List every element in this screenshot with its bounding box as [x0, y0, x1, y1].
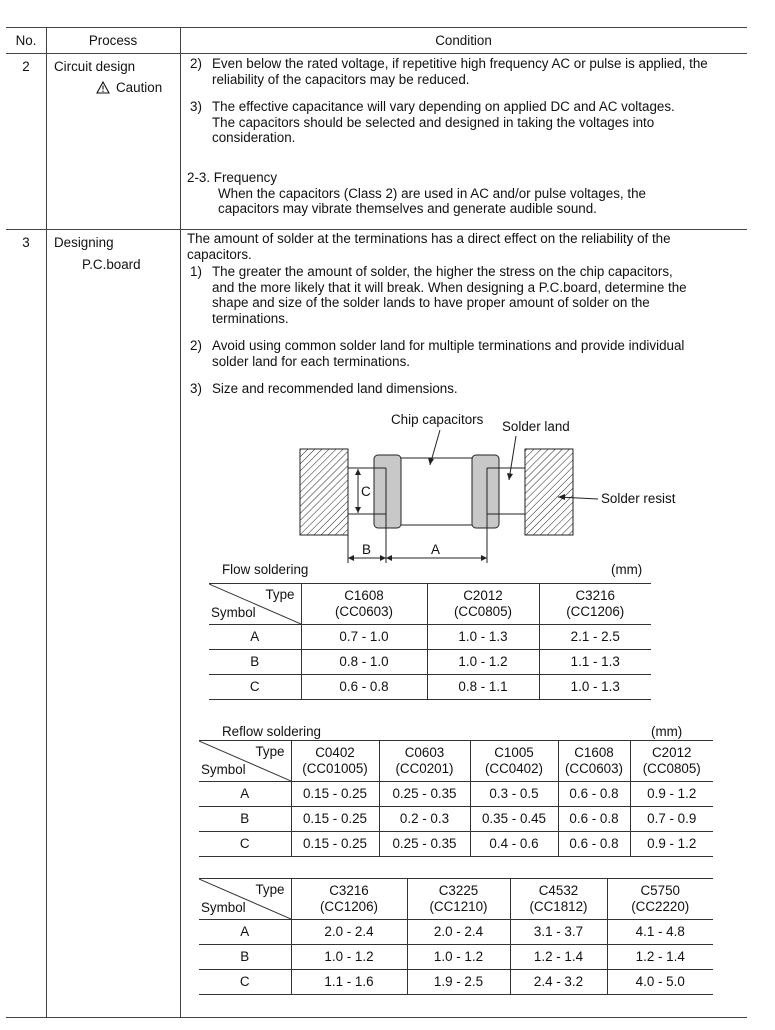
type-label: Type [255, 744, 285, 759]
table-cell: 0.9 - 1.2 [630, 832, 713, 857]
item-text-line: and the more likely that it will break. When designing a P.C.board, determine the [212, 279, 687, 295]
item-text-line: The capacitors should be selected and designed in taking the voltages into [212, 114, 655, 130]
table-cell: 4.0 - 5.0 [607, 970, 713, 995]
table-cell: 0.9 - 1.2 [630, 782, 713, 807]
solder-resist-left [300, 449, 348, 535]
row-symbol: C [199, 970, 291, 995]
symbol-label: Symbol [211, 605, 256, 620]
frequency-text-line: When the capacitors (Class 2) are used in AC and/or pulse voltages, the [218, 185, 646, 201]
row-symbol: A [199, 782, 291, 807]
chip-capacitors-label: Chip capacitors [391, 412, 484, 427]
chip-termination-left [374, 455, 401, 528]
table-cell: 2.0 - 2.4 [407, 920, 510, 945]
intro-text-line: The amount of solder at the terminations has a direct effect on the reliability of the [187, 231, 671, 246]
table-row [209, 625, 651, 650]
table-cell: 1.2 - 1.4 [607, 945, 713, 970]
symbol-label: Symbol [201, 900, 246, 915]
item-number: 1) [190, 264, 202, 279]
table-cell: 0.15 - 0.25 [291, 832, 379, 857]
row-symbol: C [209, 675, 301, 700]
item-number: 3) [190, 381, 202, 396]
table-cell: 1.2 - 1.4 [510, 945, 607, 970]
column-header: C0402 (CC01005) [291, 741, 379, 782]
item-text-line: shape and size of the solder lands to have proper amount of solder on the [212, 295, 650, 310]
section3-number: 3 [22, 235, 30, 250]
column-header: C5750 (CC2220) [607, 879, 713, 920]
table-cell: 0.35 - 0.45 [470, 807, 558, 832]
table-cell: 0.8 - 1.0 [301, 650, 427, 675]
dimension-b-label: B [362, 542, 371, 557]
column-header: C3225 (CC1210) [407, 879, 510, 920]
table-cell: 0.7 - 1.0 [301, 625, 427, 650]
row-symbol: B [209, 650, 301, 675]
table-row [199, 832, 713, 857]
table-cell: 4.1 - 4.8 [607, 920, 713, 945]
frequency-title: 2-3. Frequency [187, 170, 278, 185]
solder-land-label: Solder land [502, 419, 570, 434]
table-row [209, 650, 651, 675]
column-header: C4532 (CC1812) [510, 879, 607, 920]
reflow-soldering-table-1 [199, 740, 713, 857]
table-cell: 1.0 - 1.2 [427, 650, 539, 675]
row-symbol: B [199, 807, 291, 832]
solder-resist-right [525, 449, 573, 535]
table-cell: 0.15 - 0.25 [291, 807, 379, 832]
table-cell: 0.15 - 0.25 [291, 782, 379, 807]
table-cell: 2.0 - 2.4 [291, 920, 407, 945]
item-text-line: Size and recommended land dimensions. [212, 381, 458, 396]
header-no: No. [15, 33, 37, 48]
row-symbol: C [199, 832, 291, 857]
table-cell: 0.25 - 0.35 [379, 832, 470, 857]
table-cell: 1.1 - 1.6 [291, 970, 407, 995]
item-text-line: The effective capacitance will vary depending on applied DC and AC voltages. [212, 99, 675, 114]
section2-process: Circuit design [54, 59, 136, 74]
item-text-line: consideration. [212, 130, 296, 145]
section3-process-line1: Designing [54, 235, 114, 250]
reflow-soldering-title: Reflow soldering [222, 724, 321, 739]
dimension-c-label: C [361, 484, 371, 499]
table-row [199, 807, 713, 832]
item-text-line: Avoid using common solder land for multiple terminations and provide individual [212, 338, 685, 353]
item-text-line: terminations. [212, 310, 289, 326]
table-row [209, 675, 651, 700]
flow-soldering-unit: (mm) [611, 562, 643, 577]
column-header: C1005 (CC0402) [470, 741, 558, 782]
table-cell: 0.6 - 0.8 [301, 675, 427, 700]
section2-number: 2 [22, 59, 30, 74]
column-header: C1608 (CC0603) [301, 584, 427, 625]
item-text-line: Even below the rated voltage, if repetitive high frequency AC or pulse is applied, the [212, 56, 708, 71]
type-symbol-header [209, 584, 301, 625]
type-label: Type [265, 587, 295, 602]
chip-body [392, 458, 482, 525]
chip-termination-right [472, 455, 499, 528]
flow-soldering-table [209, 583, 651, 700]
column-header: C3216 (CC1206) [539, 584, 651, 625]
intro-text-line: capacitors. [187, 246, 252, 262]
section2-caution-label: Caution [116, 80, 163, 95]
table-row [199, 945, 713, 970]
table-cell: 1.1 - 1.3 [539, 650, 651, 675]
table-cell: 2.1 - 2.5 [539, 625, 651, 650]
header-process: Process [88, 33, 138, 48]
header-condition: Condition [435, 33, 492, 48]
frequency-text-line: capacitors may vibrate themselves and generate audible sound. [218, 201, 597, 216]
table-cell: 1.0 - 1.2 [291, 945, 407, 970]
type-symbol-header [199, 741, 291, 782]
row-symbol: B [199, 945, 291, 970]
table-cell: 3.1 - 3.7 [510, 920, 607, 945]
table-cell: 1.9 - 2.5 [407, 970, 510, 995]
row-symbol: A [199, 920, 291, 945]
table-cell: 1.0 - 1.2 [407, 945, 510, 970]
item-number: 2) [190, 56, 202, 71]
table-cell: 0.7 - 0.9 [630, 807, 713, 832]
table-cell: 1.0 - 1.3 [539, 675, 651, 700]
solder-resist-label: Solder resist [601, 491, 676, 506]
item-text-line: reliability of the capacitors may be reduced. [212, 71, 470, 87]
column-header: C3216 (CC1206) [291, 879, 407, 920]
type-label: Type [255, 882, 285, 897]
table-row [199, 782, 713, 807]
dimension-a-label: A [431, 542, 440, 557]
reflow-soldering-unit: (mm) [651, 724, 683, 739]
item-text-line: The greater the amount of solder, the higher the stress on the chip capacitors, [212, 264, 673, 279]
table-cell: 0.6 - 0.8 [558, 782, 630, 807]
table-row [199, 920, 713, 945]
table-row [199, 970, 713, 995]
section3-process-line2: P.C.board [82, 257, 141, 272]
flow-soldering-title: Flow soldering [222, 562, 309, 577]
table-cell: 0.8 - 1.1 [427, 675, 539, 700]
column-header: C2012 (CC0805) [427, 584, 539, 625]
row-symbol: A [209, 625, 301, 650]
table-cell: 0.3 - 0.5 [470, 782, 558, 807]
symbol-label: Symbol [201, 762, 246, 777]
item-number: 2) [190, 338, 202, 353]
column-header: C0603 (CC0201) [379, 741, 470, 782]
reflow-soldering-table-2 [199, 878, 713, 995]
column-header: C1608 (CC0603) [558, 741, 630, 782]
item-number: 3) [190, 99, 202, 114]
table-cell: 2.4 - 3.2 [510, 970, 607, 995]
item-text-line: solder land for each terminations. [212, 353, 410, 369]
table-cell: 1.0 - 1.3 [427, 625, 539, 650]
column-header: C2012 (CC0805) [630, 741, 713, 782]
table-cell: 0.25 - 0.35 [379, 782, 470, 807]
table-cell: 0.6 - 0.8 [558, 832, 630, 857]
table-cell: 0.6 - 0.8 [558, 807, 630, 832]
type-symbol-header [199, 879, 291, 920]
table-cell: 0.2 - 0.3 [379, 807, 470, 832]
table-cell: 0.4 - 0.6 [470, 832, 558, 857]
